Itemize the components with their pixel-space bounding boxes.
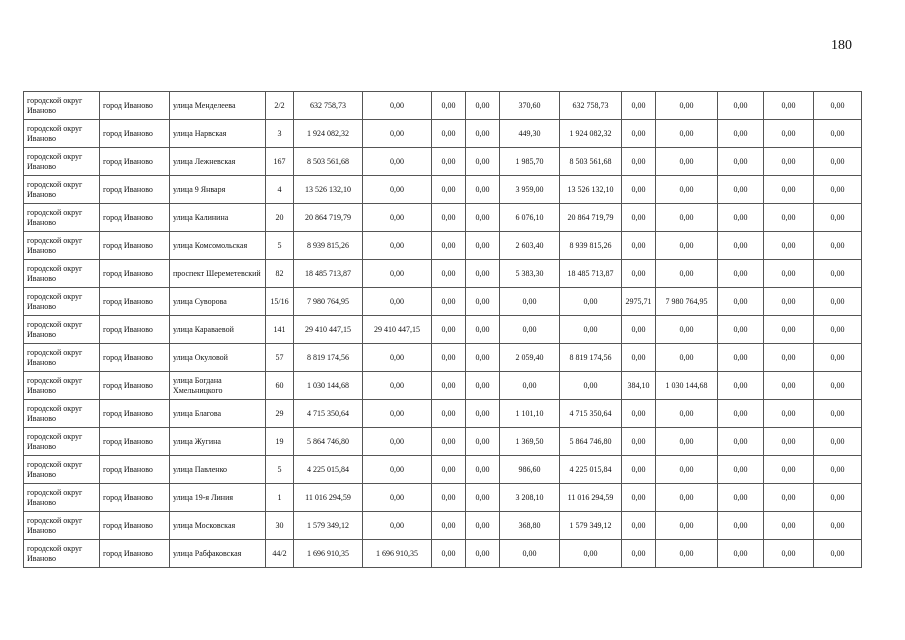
cell-cost-col-8: 0,00	[656, 204, 718, 232]
cell-cost-col-6: 20 864 719,79	[560, 204, 622, 232]
cell-cost-col-6: 18 485 713,87	[560, 260, 622, 288]
cell-municipality: городской округ Иваново	[24, 148, 100, 176]
table-row	[24, 484, 862, 512]
cell-cost-col-3: 0,00	[432, 456, 466, 484]
cell-area: 0,00	[500, 372, 560, 400]
cell-area: 6 076,10	[500, 204, 560, 232]
cell-settlement: город Иваново	[100, 372, 170, 400]
cell-cost-col-3: 0,00	[432, 372, 466, 400]
cell-settlement: город Иваново	[100, 344, 170, 372]
cell-cost-col-3: 0,00	[432, 260, 466, 288]
cell-cost-col-8: 0,00	[656, 484, 718, 512]
cell-cost-col-2: 0,00	[363, 344, 432, 372]
cell-cost-col-10: 0,00	[764, 512, 814, 540]
cell-area: 368,80	[500, 512, 560, 540]
cell-cost-col-2: 1 696 910,35	[363, 540, 432, 568]
cell-area-col-7: 0,00	[622, 232, 656, 260]
cell-cost-col-6: 5 864 746,80	[560, 428, 622, 456]
cell-street: улица 9 Января	[170, 176, 266, 204]
cell-house-number: 82	[266, 260, 294, 288]
cell-cost-col-4: 0,00	[466, 512, 500, 540]
cell-house-number: 20	[266, 204, 294, 232]
cell-cost-col-9: 0,00	[718, 400, 764, 428]
cell-cost-col-11: 0,00	[814, 456, 862, 484]
cell-cost-col-6: 1 579 349,12	[560, 512, 622, 540]
cell-street: улица Окуловой	[170, 344, 266, 372]
table-row	[24, 344, 862, 372]
cell-cost-col-6: 0,00	[560, 316, 622, 344]
cell-area: 0,00	[500, 288, 560, 316]
cell-cost-col-10: 0,00	[764, 400, 814, 428]
cell-cost-col-2: 0,00	[363, 120, 432, 148]
cell-cost-col-2: 0,00	[363, 148, 432, 176]
cell-cost-col-6: 632 758,73	[560, 92, 622, 120]
cell-cost-col-4: 0,00	[466, 120, 500, 148]
cell-total-cost: 4 715 350,64	[294, 400, 363, 428]
cell-cost-col-4: 0,00	[466, 428, 500, 456]
cell-cost-col-3: 0,00	[432, 148, 466, 176]
cell-house-number: 5	[266, 232, 294, 260]
cell-cost-col-3: 0,00	[432, 92, 466, 120]
cell-settlement: город Иваново	[100, 148, 170, 176]
cell-cost-col-3: 0,00	[432, 288, 466, 316]
cell-cost-col-3: 0,00	[432, 204, 466, 232]
cell-cost-col-9: 0,00	[718, 232, 764, 260]
cell-cost-col-3: 0,00	[432, 176, 466, 204]
cell-area: 0,00	[500, 540, 560, 568]
table-row	[24, 148, 862, 176]
cell-house-number: 60	[266, 372, 294, 400]
cell-settlement: город Иваново	[100, 316, 170, 344]
cell-municipality: городской округ Иваново	[24, 120, 100, 148]
cell-settlement: город Иваново	[100, 456, 170, 484]
cell-area-col-7: 0,00	[622, 260, 656, 288]
cell-street: улица Лежневская	[170, 148, 266, 176]
cell-cost-col-6: 13 526 132,10	[560, 176, 622, 204]
cell-area-col-7: 0,00	[622, 176, 656, 204]
cell-cost-col-8: 0,00	[656, 232, 718, 260]
table-row	[24, 512, 862, 540]
cell-cost-col-11: 0,00	[814, 92, 862, 120]
cell-cost-col-10: 0,00	[764, 120, 814, 148]
cell-area: 2 059,40	[500, 344, 560, 372]
cell-house-number: 2/2	[266, 92, 294, 120]
cell-cost-col-6: 1 924 082,32	[560, 120, 622, 148]
cell-cost-col-4: 0,00	[466, 372, 500, 400]
cell-street: улица Жугина	[170, 428, 266, 456]
table-row	[24, 372, 862, 400]
cell-total-cost: 13 526 132,10	[294, 176, 363, 204]
cell-area: 1 985,70	[500, 148, 560, 176]
cell-cost-col-2: 0,00	[363, 484, 432, 512]
cell-cost-col-10: 0,00	[764, 540, 814, 568]
cell-house-number: 57	[266, 344, 294, 372]
table-row	[24, 232, 862, 260]
cell-cost-col-10: 0,00	[764, 344, 814, 372]
table-row	[24, 540, 862, 568]
cell-area: 986,60	[500, 456, 560, 484]
cell-total-cost: 5 864 746,80	[294, 428, 363, 456]
cell-cost-col-4: 0,00	[466, 92, 500, 120]
cell-cost-col-10: 0,00	[764, 316, 814, 344]
cell-cost-col-3: 0,00	[432, 120, 466, 148]
cell-house-number: 141	[266, 316, 294, 344]
table-row	[24, 92, 862, 120]
cell-cost-col-9: 0,00	[718, 120, 764, 148]
cell-cost-col-6: 11 016 294,59	[560, 484, 622, 512]
cell-area: 3 208,10	[500, 484, 560, 512]
cell-cost-col-6: 4 715 350,64	[560, 400, 622, 428]
cell-cost-col-9: 0,00	[718, 204, 764, 232]
cell-house-number: 5	[266, 456, 294, 484]
cell-cost-col-8: 0,00	[656, 400, 718, 428]
cell-cost-col-2: 0,00	[363, 372, 432, 400]
cell-total-cost: 7 980 764,95	[294, 288, 363, 316]
cell-cost-col-9: 0,00	[718, 512, 764, 540]
cell-cost-col-9: 0,00	[718, 372, 764, 400]
cell-house-number: 30	[266, 512, 294, 540]
cell-cost-col-9: 0,00	[718, 456, 764, 484]
cell-cost-col-3: 0,00	[432, 540, 466, 568]
cell-cost-col-10: 0,00	[764, 260, 814, 288]
cell-cost-col-8: 0,00	[656, 260, 718, 288]
cell-cost-col-4: 0,00	[466, 344, 500, 372]
cell-municipality: городской округ Иваново	[24, 372, 100, 400]
cell-area: 1 369,50	[500, 428, 560, 456]
cell-cost-col-8: 7 980 764,95	[656, 288, 718, 316]
cell-cost-col-10: 0,00	[764, 484, 814, 512]
cell-municipality: городской округ Иваново	[24, 260, 100, 288]
cell-cost-col-11: 0,00	[814, 120, 862, 148]
cell-cost-col-4: 0,00	[466, 316, 500, 344]
cell-cost-col-4: 0,00	[466, 260, 500, 288]
cell-cost-col-8: 0,00	[656, 92, 718, 120]
cell-area-col-7: 0,00	[622, 92, 656, 120]
cell-total-cost: 4 225 015,84	[294, 456, 363, 484]
cell-house-number: 19	[266, 428, 294, 456]
table-row	[24, 288, 862, 316]
cell-cost-col-10: 0,00	[764, 456, 814, 484]
cell-cost-col-4: 0,00	[466, 400, 500, 428]
cell-cost-col-8: 0,00	[656, 176, 718, 204]
cell-area-col-7: 0,00	[622, 512, 656, 540]
cell-cost-col-6: 0,00	[560, 288, 622, 316]
cell-house-number: 29	[266, 400, 294, 428]
cell-house-number: 44/2	[266, 540, 294, 568]
cell-cost-col-11: 0,00	[814, 232, 862, 260]
cell-cost-col-9: 0,00	[718, 344, 764, 372]
cell-municipality: городской округ Иваново	[24, 92, 100, 120]
cell-municipality: городской округ Иваново	[24, 540, 100, 568]
cell-house-number: 4	[266, 176, 294, 204]
cell-settlement: город Иваново	[100, 204, 170, 232]
table-row	[24, 260, 862, 288]
cell-municipality: городской округ Иваново	[24, 288, 100, 316]
cell-total-cost: 8 939 815,26	[294, 232, 363, 260]
cell-cost-col-3: 0,00	[432, 484, 466, 512]
cell-settlement: город Иваново	[100, 92, 170, 120]
cell-municipality: городской округ Иваново	[24, 400, 100, 428]
cell-municipality: городской округ Иваново	[24, 232, 100, 260]
cell-cost-col-3: 0,00	[432, 428, 466, 456]
cell-cost-col-10: 0,00	[764, 92, 814, 120]
cell-street: проспект Шереметевский	[170, 260, 266, 288]
cell-house-number: 3	[266, 120, 294, 148]
cell-cost-col-8: 0,00	[656, 428, 718, 456]
cell-municipality: городской округ Иваново	[24, 204, 100, 232]
cell-cost-col-11: 0,00	[814, 176, 862, 204]
cell-cost-col-11: 0,00	[814, 484, 862, 512]
cell-settlement: город Иваново	[100, 288, 170, 316]
capital-repair-table	[23, 91, 862, 568]
cell-cost-col-11: 0,00	[814, 288, 862, 316]
cell-cost-col-2: 0,00	[363, 288, 432, 316]
cell-cost-col-10: 0,00	[764, 176, 814, 204]
cell-cost-col-3: 0,00	[432, 400, 466, 428]
cell-house-number: 15/16	[266, 288, 294, 316]
cell-cost-col-8: 0,00	[656, 316, 718, 344]
cell-cost-col-11: 0,00	[814, 400, 862, 428]
cell-cost-col-6: 8 939 815,26	[560, 232, 622, 260]
cell-settlement: город Иваново	[100, 512, 170, 540]
cell-cost-col-9: 0,00	[718, 428, 764, 456]
cell-total-cost: 1 696 910,35	[294, 540, 363, 568]
cell-cost-col-4: 0,00	[466, 540, 500, 568]
table-row	[24, 428, 862, 456]
cell-area-col-7: 0,00	[622, 316, 656, 344]
cell-cost-col-11: 0,00	[814, 344, 862, 372]
cell-area-col-7: 0,00	[622, 120, 656, 148]
cell-cost-col-2: 0,00	[363, 260, 432, 288]
cell-cost-col-11: 0,00	[814, 204, 862, 232]
cell-settlement: город Иваново	[100, 540, 170, 568]
cell-settlement: город Иваново	[100, 176, 170, 204]
page-number: 180	[831, 38, 852, 53]
cell-cost-col-3: 0,00	[432, 344, 466, 372]
cell-cost-col-3: 0,00	[432, 232, 466, 260]
cell-total-cost: 20 864 719,79	[294, 204, 363, 232]
cell-cost-col-2: 0,00	[363, 92, 432, 120]
cell-street: улица Комсомольская	[170, 232, 266, 260]
cell-area: 0,00	[500, 316, 560, 344]
cell-total-cost: 29 410 447,15	[294, 316, 363, 344]
cell-area-col-7: 0,00	[622, 204, 656, 232]
cell-municipality: городской округ Иваново	[24, 176, 100, 204]
cell-cost-col-2: 0,00	[363, 204, 432, 232]
cell-settlement: город Иваново	[100, 484, 170, 512]
cell-cost-col-2: 29 410 447,15	[363, 316, 432, 344]
cell-total-cost: 18 485 713,87	[294, 260, 363, 288]
cell-cost-col-8: 0,00	[656, 148, 718, 176]
cell-total-cost: 1 579 349,12	[294, 512, 363, 540]
cell-cost-col-10: 0,00	[764, 288, 814, 316]
cell-cost-col-3: 0,00	[432, 316, 466, 344]
cell-cost-col-2: 0,00	[363, 232, 432, 260]
cell-cost-col-10: 0,00	[764, 204, 814, 232]
cell-cost-col-8: 1 030 144,68	[656, 372, 718, 400]
cell-cost-col-8: 0,00	[656, 344, 718, 372]
table-row	[24, 176, 862, 204]
table-row	[24, 204, 862, 232]
cell-total-cost: 11 016 294,59	[294, 484, 363, 512]
cell-street: улица Рабфаковская	[170, 540, 266, 568]
cell-street: улица Московская	[170, 512, 266, 540]
cell-area-col-7: 0,00	[622, 428, 656, 456]
cell-municipality: городской округ Иваново	[24, 512, 100, 540]
cell-house-number: 167	[266, 148, 294, 176]
cell-street: улица Богдана Хмельницкого	[170, 372, 266, 400]
cell-area-col-7: 0,00	[622, 540, 656, 568]
cell-municipality: городской округ Иваново	[24, 344, 100, 372]
cell-house-number: 1	[266, 484, 294, 512]
cell-cost-col-4: 0,00	[466, 148, 500, 176]
cell-total-cost: 8 503 561,68	[294, 148, 363, 176]
cell-cost-col-9: 0,00	[718, 316, 764, 344]
cell-cost-col-4: 0,00	[466, 204, 500, 232]
cell-cost-col-2: 0,00	[363, 456, 432, 484]
cell-cost-col-10: 0,00	[764, 372, 814, 400]
cell-street: улица Караваевой	[170, 316, 266, 344]
cell-cost-col-8: 0,00	[656, 120, 718, 148]
cell-cost-col-4: 0,00	[466, 176, 500, 204]
table-row	[24, 316, 862, 344]
cell-area: 2 603,40	[500, 232, 560, 260]
cell-area: 5 383,30	[500, 260, 560, 288]
cell-area-col-7: 0,00	[622, 400, 656, 428]
cell-cost-col-9: 0,00	[718, 484, 764, 512]
cell-area: 370,60	[500, 92, 560, 120]
cell-cost-col-10: 0,00	[764, 428, 814, 456]
cell-area-col-7: 0,00	[622, 484, 656, 512]
cell-cost-col-2: 0,00	[363, 512, 432, 540]
cell-cost-col-6: 8 503 561,68	[560, 148, 622, 176]
cell-settlement: город Иваново	[100, 400, 170, 428]
cell-cost-col-2: 0,00	[363, 176, 432, 204]
cell-cost-col-9: 0,00	[718, 148, 764, 176]
table-row	[24, 456, 862, 484]
cell-area-col-7: 384,10	[622, 372, 656, 400]
cell-area-col-7: 2975,71	[622, 288, 656, 316]
cell-settlement: город Иваново	[100, 232, 170, 260]
cell-cost-col-2: 0,00	[363, 400, 432, 428]
cell-cost-col-10: 0,00	[764, 232, 814, 260]
cell-area: 1 101,10	[500, 400, 560, 428]
cell-cost-col-9: 0,00	[718, 92, 764, 120]
cell-cost-col-6: 4 225 015,84	[560, 456, 622, 484]
cell-cost-col-11: 0,00	[814, 428, 862, 456]
cell-cost-col-11: 0,00	[814, 148, 862, 176]
cell-cost-col-6: 0,00	[560, 372, 622, 400]
cell-total-cost: 1 924 082,32	[294, 120, 363, 148]
cell-cost-col-9: 0,00	[718, 288, 764, 316]
cell-street: улица 19-я Линия	[170, 484, 266, 512]
cell-municipality: городской округ Иваново	[24, 316, 100, 344]
cell-cost-col-3: 0,00	[432, 512, 466, 540]
cell-cost-col-2: 0,00	[363, 428, 432, 456]
cell-cost-col-6: 0,00	[560, 540, 622, 568]
cell-street: улица Суворова	[170, 288, 266, 316]
cell-municipality: городской округ Иваново	[24, 428, 100, 456]
cell-cost-col-8: 0,00	[656, 456, 718, 484]
cell-cost-col-11: 0,00	[814, 260, 862, 288]
cell-street: улица Павленко	[170, 456, 266, 484]
cell-cost-col-4: 0,00	[466, 456, 500, 484]
cell-settlement: город Иваново	[100, 260, 170, 288]
cell-cost-col-8: 0,00	[656, 512, 718, 540]
cell-area-col-7: 0,00	[622, 456, 656, 484]
cell-street: улица Калинина	[170, 204, 266, 232]
cell-street: улица Нарвская	[170, 120, 266, 148]
cell-cost-col-11: 0,00	[814, 316, 862, 344]
cell-cost-col-9: 0,00	[718, 540, 764, 568]
table-row	[24, 120, 862, 148]
cell-cost-col-8: 0,00	[656, 540, 718, 568]
cell-settlement: город Иваново	[100, 428, 170, 456]
cell-settlement: город Иваново	[100, 120, 170, 148]
cell-total-cost: 1 030 144,68	[294, 372, 363, 400]
table-row	[24, 400, 862, 428]
cell-area-col-7: 0,00	[622, 148, 656, 176]
cell-area: 3 959,00	[500, 176, 560, 204]
cell-cost-col-4: 0,00	[466, 232, 500, 260]
cell-municipality: городской округ Иваново	[24, 484, 100, 512]
cell-cost-col-9: 0,00	[718, 260, 764, 288]
cell-cost-col-11: 0,00	[814, 372, 862, 400]
cell-cost-col-6: 8 819 174,56	[560, 344, 622, 372]
cell-municipality: городской округ Иваново	[24, 456, 100, 484]
cell-cost-col-11: 0,00	[814, 540, 862, 568]
cell-total-cost: 632 758,73	[294, 92, 363, 120]
cell-street: улица Благова	[170, 400, 266, 428]
cell-area: 449,30	[500, 120, 560, 148]
cell-street: улица Менделеева	[170, 92, 266, 120]
cell-cost-col-11: 0,00	[814, 512, 862, 540]
cell-cost-col-4: 0,00	[466, 288, 500, 316]
cell-total-cost: 8 819 174,56	[294, 344, 363, 372]
cell-cost-col-9: 0,00	[718, 176, 764, 204]
cell-cost-col-4: 0,00	[466, 484, 500, 512]
cell-cost-col-10: 0,00	[764, 148, 814, 176]
cell-area-col-7: 0,00	[622, 344, 656, 372]
